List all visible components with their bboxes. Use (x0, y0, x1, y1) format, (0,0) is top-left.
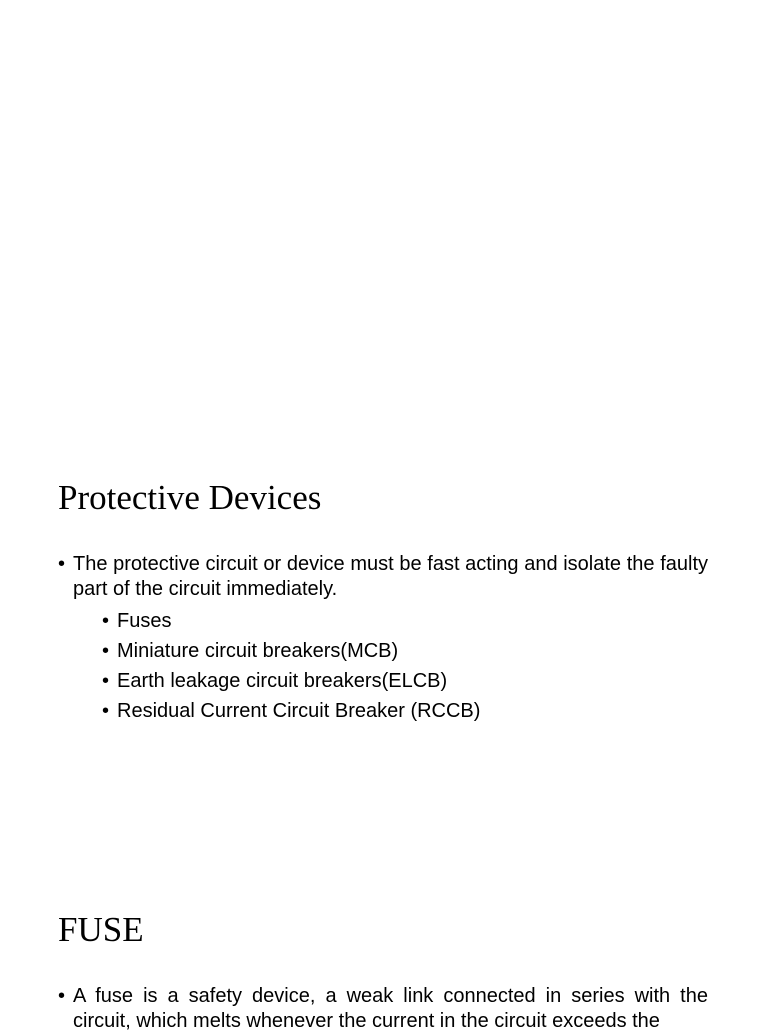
sub-bullet-mcb: • Miniature circuit breakers(MCB) (73, 636, 708, 666)
slide-title: Protective Devices (58, 478, 322, 517)
sub-bullet-elcb: • Earth leakage circuit breakers(ELCB) (73, 666, 708, 696)
slide-title: FUSE (58, 910, 144, 949)
bullet-item (58, 552, 708, 726)
bullet-text: A fuse is a safety device, a weak link connected in series with the circuit, which melts whenever the current in the circuit exceeds the (73, 985, 708, 1032)
bullet-text: The protective circuit or device must be fast acting and isolate the faulty part of the circuit immediately. (73, 553, 708, 600)
bullet-list (58, 552, 708, 726)
bullet-item (58, 984, 708, 1034)
sub-bullet-list (73, 606, 708, 726)
sub-bullet-rccb: • Residual Current Circuit Breaker (RCCB) (73, 696, 708, 726)
bullet-list (58, 984, 708, 1034)
sub-bullet-fuses: • Fuses (73, 606, 708, 636)
